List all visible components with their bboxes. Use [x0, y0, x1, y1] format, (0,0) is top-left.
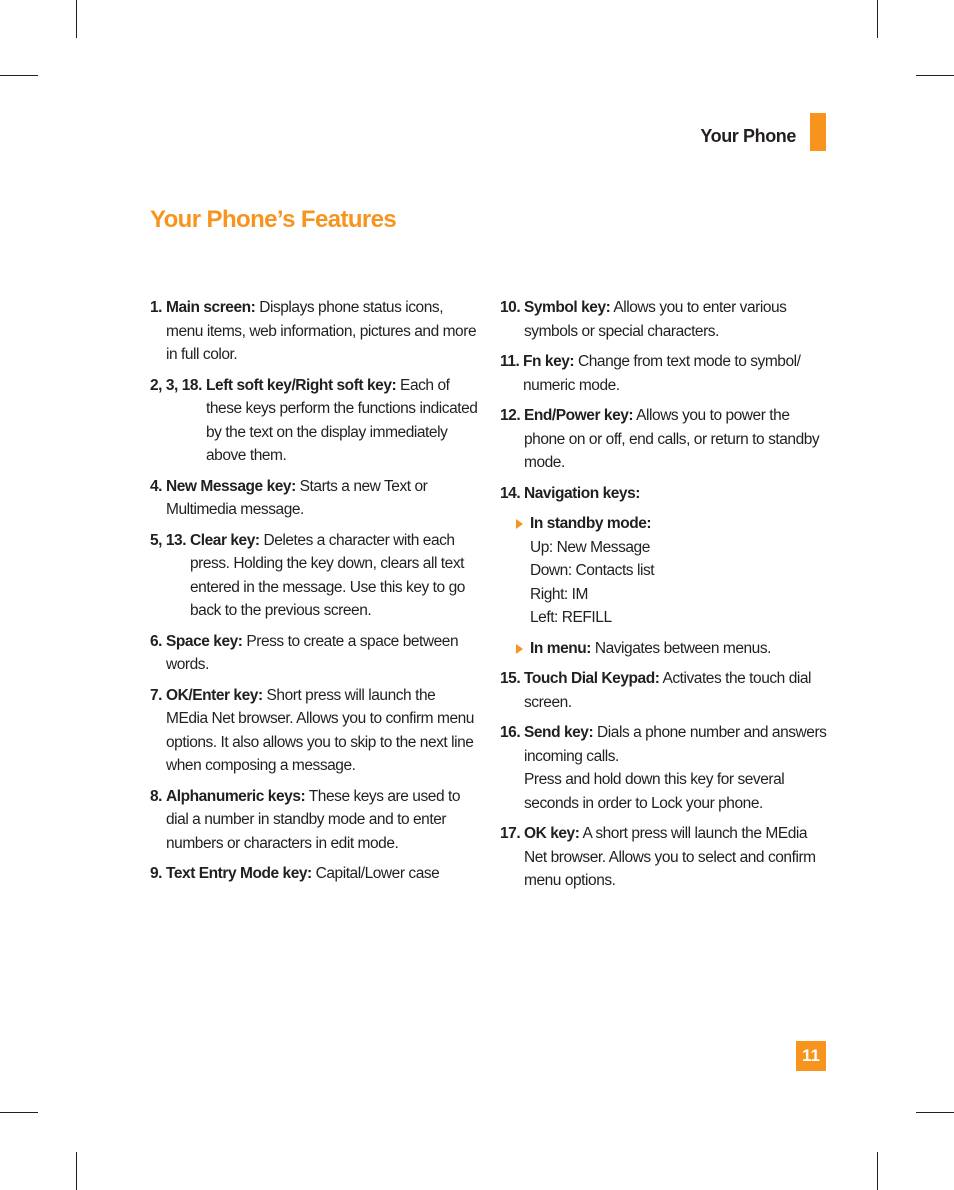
- feature-item: [500, 296, 828, 343]
- item-label: New Message key:: [166, 477, 296, 495]
- item-number: 4.: [150, 477, 163, 495]
- item-text: Dials a phone number and answers incoming calls.: [524, 724, 827, 765]
- sub-item-text: Navigates between menus.: [590, 639, 772, 657]
- item-text: These keys are used to dial a number in standby mode and to enter numbers or characters in edit mode.: [166, 787, 460, 852]
- crop-mark: [76, 1152, 77, 1190]
- feature-item: [500, 482, 828, 506]
- feature-item: [500, 721, 828, 815]
- item-label: Text Entry Mode key:: [166, 865, 312, 882]
- feature-item: [150, 785, 480, 856]
- item-number: 11.: [500, 353, 520, 370]
- section-label: Your Phone: [700, 126, 796, 146]
- sub-item-label: In menu:: [530, 639, 591, 657]
- left-column: [150, 296, 480, 893]
- sub-item-menu: [500, 637, 828, 661]
- item-label: OK key:: [524, 825, 580, 842]
- feature-item: [150, 862, 480, 886]
- page-title: Your Phone’s Features: [150, 206, 397, 233]
- crop-mark: [0, 1112, 38, 1113]
- triangle-bullet-icon: [516, 644, 523, 654]
- item-number: 12.: [500, 407, 521, 424]
- item-label: Alphanumeric keys:: [166, 787, 306, 805]
- feature-item: [150, 475, 480, 522]
- item-label: Clear key:: [190, 531, 260, 549]
- item-label: Touch Dial Keypad:: [524, 670, 660, 687]
- item-text: Short press will launch the MEdia Net browser. Allows you to confirm menu options. It also allows you to skip to the next line when composing a message.: [166, 686, 474, 774]
- item-number: 6.: [150, 632, 163, 650]
- triangle-bullet-icon: [516, 519, 523, 529]
- item-label: Send key:: [524, 724, 594, 741]
- item-number: 1.: [150, 299, 163, 316]
- item-number: 14.: [500, 484, 521, 502]
- crop-mark: [877, 1152, 878, 1190]
- item-label: End/Power key:: [524, 407, 634, 424]
- standby-line: Down: Contacts list: [530, 562, 655, 579]
- item-text: Displays phone status icons, menu items, web information, pictures and more in full color.: [166, 299, 477, 363]
- item-text: Activates the touch dial screen.: [524, 670, 812, 711]
- feature-item: [500, 404, 828, 475]
- item-number: 16.: [500, 724, 521, 741]
- feature-item: [150, 296, 480, 367]
- item-number: 8.: [150, 787, 163, 805]
- item-number: 15.: [500, 670, 521, 687]
- feature-item: [500, 350, 828, 397]
- item-text: Press to create a space between words.: [166, 632, 459, 673]
- item-number: 7.: [150, 686, 163, 704]
- sub-item-label: In standby mode:: [530, 515, 652, 532]
- crop-mark: [76, 0, 77, 38]
- section-tab-marker: [810, 113, 826, 151]
- item-text: Change from text mode to symbol/ numeric mode.: [523, 353, 801, 394]
- item-number: 17.: [500, 825, 521, 842]
- feature-item: [500, 822, 828, 893]
- standby-line: Right: IM: [530, 585, 588, 603]
- crop-mark: [916, 1112, 954, 1113]
- item-label: Fn key:: [523, 353, 575, 370]
- item-label: OK/Enter key:: [166, 686, 263, 704]
- item-text: Allows you to enter various symbols or special characters.: [524, 299, 787, 340]
- item-label: Navigation keys:: [524, 484, 640, 502]
- crop-mark: [916, 75, 954, 76]
- page-number: 11: [796, 1041, 826, 1071]
- item-label: Space key:: [166, 632, 243, 650]
- item-text: A short press will launch the MEdia Net browser. Allows you to select and confirm menu options.: [524, 825, 816, 889]
- feature-item: [150, 630, 480, 677]
- item-text-continued: Press and hold down this key for several seconds in order to Lock your phone.: [524, 771, 785, 812]
- right-column: [500, 296, 828, 900]
- item-text: Deletes a character with each press. Holding the key down, clears all text entered in the message. Use this key to go back to the previous screen.: [190, 531, 465, 619]
- item-number: 9.: [150, 865, 163, 882]
- sub-item-standby: [500, 512, 828, 630]
- feature-item: [150, 529, 480, 623]
- item-text: Each of these keys perform the functions indicated by the text on the display immediately above them.: [206, 376, 478, 464]
- standby-line: Up: New Message: [530, 538, 650, 556]
- item-number: 2, 3, 18.: [150, 376, 202, 394]
- item-label: Main screen:: [166, 299, 256, 316]
- feature-item: [150, 684, 480, 778]
- item-label: Symbol key:: [524, 299, 611, 316]
- feature-item: [500, 667, 828, 714]
- item-text: Allows you to power the phone on or off, end calls, or return to standby mode.: [524, 407, 820, 471]
- crop-mark: [0, 75, 38, 76]
- item-label: Left soft key/Right soft key:: [206, 376, 397, 394]
- standby-line: Left: REFILL: [530, 609, 612, 626]
- item-number: 10.: [500, 299, 521, 316]
- item-text: Capital/Lower case: [311, 865, 440, 882]
- feature-item: [150, 374, 480, 468]
- item-number: 5, 13.: [150, 531, 187, 549]
- item-text: Starts a new Text or Multimedia message.: [166, 477, 428, 518]
- crop-mark: [877, 0, 878, 38]
